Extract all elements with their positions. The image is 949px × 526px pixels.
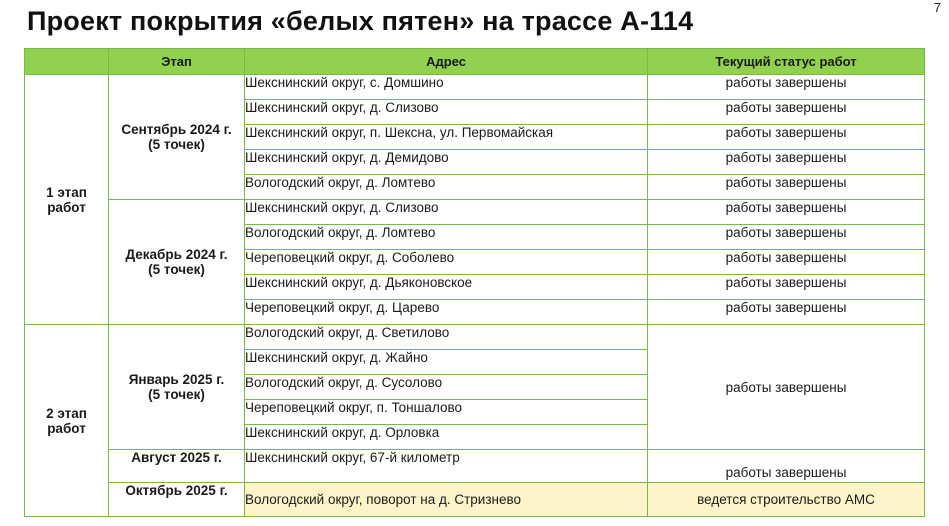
status-cell: работы завершены [648,275,925,300]
period-count: (5 точек) [148,137,205,152]
address-cell: Вологодский округ, д. Сусолово [245,375,648,400]
status-cell: работы завершены [648,175,925,200]
address-cell: Вологодский округ, поворот на д. Стризнево [245,483,648,517]
page-title: Проект покрытия «белых пятен» на трассе А-114 [27,6,694,36]
address-cell: Шекснинский округ, д. Слизово [245,100,648,125]
header-stage [25,49,109,75]
period-count: (5 точек) [148,387,205,402]
status-cell: работы завершены [648,75,925,100]
address-cell: Шекснинский округ, д. Демидово [245,150,648,175]
period-count: (5 точек) [148,262,205,277]
address-cell: Шекснинский округ, д. Слизово [245,200,648,225]
period-cell [109,450,245,483]
stage-label: работ [47,199,86,215]
address-cell: Череповецкий округ, д. Соболево [245,250,648,275]
page-number: 7 [933,0,941,15]
status-cell: работы завершены [648,300,925,325]
status-cell: работы завершены [648,125,925,150]
table-row [25,483,925,517]
table-header-row [25,49,925,75]
header-status: Текущий статус работ [648,49,925,75]
address-cell: Шекснинский округ, с. Домшино [245,75,648,100]
table-row [25,325,925,350]
period-label: Сентябрь 2024 г. [121,122,232,137]
address-cell: Шекснинский округ, д. Орловка [245,425,648,450]
status-cell: ведется строительство АМС [648,483,925,517]
address-cell: Вологодский округ, д. Ломтево [245,175,648,200]
stage-label: работ [47,420,86,436]
address-cell: Череповецкий округ, п. Тоншалово [245,400,648,425]
period-label: Октябрь 2025 г. [125,483,228,498]
address-cell: Шекснинский округ, д. Дьяконовское [245,275,648,300]
address-cell: Вологодский округ, д. Светилово [245,325,648,350]
table-row [25,75,925,100]
status-cell: работы завершены [648,200,925,225]
stage-label: 1 этап [46,184,87,200]
address-cell: Череповецкий округ, д. Царево [245,300,648,325]
address-cell: Шекснинский округ, д. Жайно [245,350,648,375]
period-cell [109,75,245,200]
period-label: Декабрь 2024 г. [125,247,228,262]
status-cell: работы завершены [648,225,925,250]
period-cell [109,483,245,517]
period-label: Январь 2025 г. [128,372,225,387]
stage-cell [25,75,109,325]
coverage-table [24,48,925,517]
address-cell: Шекснинский округ, п. Шексна, ул. Первомайская [245,125,648,150]
table-row [25,200,925,225]
table-row [25,450,925,483]
address-cell: Вологодский округ, д. Ломтево [245,225,648,250]
status-cell: работы завершены [648,450,925,483]
status-cell: работы завершены [648,250,925,275]
period-cell [109,200,245,325]
stage-cell [25,325,109,517]
address-cell: Шекснинский округ, 67-й километр [245,450,648,483]
stage-label: 2 этап [46,405,87,421]
status-cell: работы завершены [648,150,925,175]
period-label: Август 2025 г. [131,450,222,465]
header-address: Адрес [245,49,648,75]
status-cell: работы завершены [648,100,925,125]
status-cell: работы завершены [648,325,925,450]
header-stage: Этап [109,49,245,75]
period-cell [109,325,245,450]
